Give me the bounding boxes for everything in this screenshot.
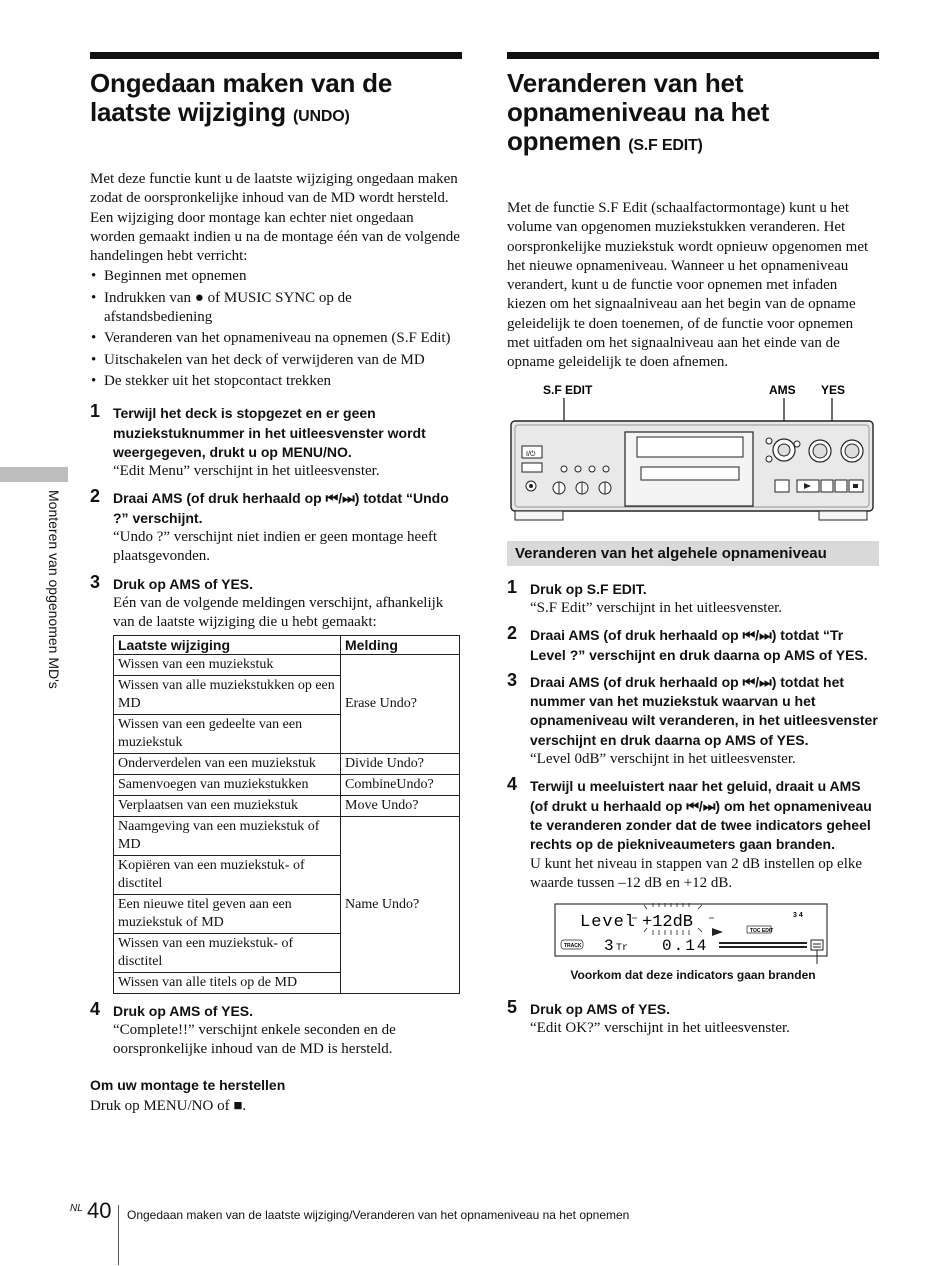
- undo-title-text: Ongedaan maken van de laatste wijziging: [90, 68, 393, 127]
- step-number: 5: [507, 997, 518, 1018]
- right-column: [507, 52, 879, 1039]
- step-number: 1: [507, 576, 518, 597]
- bullet-item: • De stekker uit het stopcontact trekken: [90, 372, 462, 391]
- undo-step-4: [90, 998, 462, 1060]
- display-level-text: Level: [580, 913, 637, 933]
- sfedit-title: [507, 69, 879, 160]
- step-instruction: Druk op S.F EDIT.: [530, 580, 647, 597]
- display-caption: Voorkom dat deze indicators gaan branden: [570, 968, 816, 983]
- sfedit-step-1: [507, 576, 879, 619]
- table-row: [114, 753, 460, 774]
- table-cell: Samenvoegen van muziekstukken: [114, 774, 341, 795]
- undo-bullet-list: [90, 267, 462, 391]
- display-34: 3 4: [793, 912, 803, 920]
- table-cell: Wissen van een muziekstuk- of disctitel: [114, 933, 341, 972]
- step-number: 2: [507, 623, 518, 644]
- sfedit-title-line: opnameniveau na het: [507, 97, 770, 127]
- sfedit-intro: Met de functie S.F Edit (schaalfactormontage) kunt u het volume van opgenomen muziekstukken veranderen. Het oorspronkelijke muziekstuk wordt opnieuw opgenomen met het nieuwe opnameniveau. Wanneer u het opnameniveau verandert, kunt u de functie voor opnemen met infaden kiezen om het signaalniveau aan het begin van de opname geleidelijk te doen toenemen, of de functie voor opnemen met uitfaden om het signaalniveau aan het einde van de opname geleidelijk te doen afnemen.: [507, 200, 869, 371]
- bullet-item: • Indrukken van ● of MUSIC SYNC op de afstandsbediening: [90, 289, 462, 328]
- step-instruction: Terwijl u meeluistert naar het geluid, draait u AMS (of drukt u herhaald op ⏮/⏭) om het opnameniveau te veranderen zonder dat de twee indicators geheel rechts op de piekniveaumeters gaan branden.: [530, 778, 872, 853]
- peak-indicator-box: [811, 940, 823, 950]
- table-cell: Kopiëren van een muziekstuk- of disctitel: [114, 855, 341, 894]
- restore-text: Druk op MENU/NO of ■.: [90, 1098, 247, 1115]
- footer-divider: [118, 1205, 119, 1265]
- step-instruction: Draai AMS (of druk herhaald op ⏮/⏭) totdat “Undo ?” verschijnt.: [113, 490, 449, 526]
- section-rule: [507, 52, 879, 59]
- step-result: “Level 0dB” verschijnt in het uitleesvenster.: [530, 751, 796, 768]
- table-cell: Wissen van een gedeelte van een muziekstuk: [114, 714, 341, 753]
- step-result: “Edit Menu” verschijnt in het uitleesvenster.: [113, 463, 380, 480]
- table-row: [114, 795, 460, 816]
- ams-label: AMS: [769, 382, 796, 397]
- footer-running-title: Ongedaan maken van de laatste wijziging/Veranderen van het opnameniveau na het opnemen: [127, 1208, 630, 1222]
- sfedit-title-line: Veranderen van het: [507, 68, 744, 98]
- step-result: Eén van de volgende meldingen verschijnt, afhankelijk van de laatste wijziging die u hebt gemaakt:: [113, 594, 444, 631]
- table-row: [114, 654, 460, 675]
- table-cell: Wissen van alle titels op de MD: [114, 972, 341, 993]
- step-instruction: Terwijl het deck is stopgezet en er geen muziekstuknummer in het uitleesvenster wordt weergegeven, drukt u op MENU/NO.: [113, 405, 426, 460]
- step-number: 3: [90, 571, 101, 592]
- bullet-item: • Uitschakelen van het deck of verwijderen van de MD: [90, 351, 462, 370]
- display-track-label: TRACK: [564, 943, 582, 950]
- table-cell-message: Erase Undo?: [341, 654, 460, 753]
- display-level-value: +12dB: [642, 913, 694, 933]
- table-cell: Onderverdelen van een muziekstuk: [114, 753, 341, 774]
- bullet-item: • Veranderen van het opnameniveau na opnemen (S.F Edit): [90, 329, 462, 348]
- undo-title: [90, 69, 462, 131]
- restore-heading: Om uw montage te herstellen: [90, 1077, 286, 1094]
- left-column: [90, 52, 462, 1117]
- sfedit-title-line: opnemen: [507, 126, 622, 156]
- step-instruction: Druk op AMS of YES.: [530, 1001, 671, 1018]
- display-track-number: 3: [604, 937, 614, 956]
- sfedit-step-2: [507, 623, 879, 665]
- table-cell: Naamgeving van een muziekstuk of MD: [114, 816, 341, 855]
- table-cell-message: CombineUndo?: [341, 774, 460, 795]
- section-heading-box: Veranderen van het algehele opnameniveau: [507, 541, 879, 566]
- display-time: 0.14: [662, 937, 709, 956]
- undo-step-1: [90, 401, 462, 481]
- step-number: 4: [507, 774, 518, 795]
- table-cell-message: Move Undo?: [341, 795, 460, 816]
- sf-edit-label: S.F EDIT: [543, 382, 593, 397]
- page-number: 40: [87, 1198, 112, 1223]
- sidebar-tab-marker: [0, 467, 68, 482]
- display-track-unit: Tr: [616, 943, 629, 955]
- sfedit-step-5: [507, 997, 879, 1039]
- step-result: “Undo ?” verschijnt niet indien er geen montage heeft plaatsgevonden.: [113, 529, 438, 565]
- table-cell: Wissen van alle muziekstukken op een MD: [114, 675, 341, 714]
- table-header: Laatste wijziging: [114, 635, 341, 654]
- footer-language: NL: [70, 1203, 83, 1214]
- level-display-figure: [507, 902, 879, 970]
- table-cell: Wissen van een muziekstuk: [114, 654, 341, 675]
- section-rule: [90, 52, 462, 59]
- table-row: [114, 816, 460, 855]
- undo-step-3: [90, 571, 462, 994]
- step-number: 1: [90, 401, 101, 422]
- step-instruction: Druk op AMS of YES.: [113, 575, 254, 592]
- step-result: “Edit OK?” verschijnt in het uitleesvenster.: [530, 1020, 790, 1037]
- undo-step-2: [90, 486, 462, 566]
- step-result: “Complete!!” verschijnt enkele seconden en de oorspronkelijke inhoud van de MD is hersteld.: [113, 1021, 396, 1058]
- step-instruction: Draai AMS (of druk herhaald op ⏮/⏭) totdat “Tr Level ?” verschijnt en druk daarna op AMS of YES.: [530, 627, 868, 663]
- deck-front-panel-figure: [507, 381, 879, 531]
- table-cell-message: Divide Undo?: [341, 753, 460, 774]
- sidebar-section-label: Monteren van opgenomen MD's: [46, 490, 62, 689]
- undo-intro: Met deze functie kunt u de laatste wijziging ongedaan maken zodat de oorspronkelijke inhoud van de MD wordt hersteld. Een wijziging door montage kan echter niet ongedaan worden gemaakt indien u na de montage één van de volgende handelingen hebt verricht:: [90, 171, 460, 265]
- table-cell: Verplaatsen van een muziekstuk: [114, 795, 341, 816]
- svg-text:I/⏻: I/⏻: [526, 450, 536, 458]
- sfedit-step-3: [507, 669, 879, 769]
- step-result: “S.F Edit” verschijnt in het uitleesvenster.: [530, 599, 783, 616]
- step-number: 3: [507, 669, 518, 690]
- table-row: [114, 774, 460, 795]
- step-instruction: Draai AMS (of druk herhaald op ⏮/⏭) totdat het nummer van het muziekstuk waarvan u het opnameniveau wilt veranderen, in het uitleesvenster verschijnt en druk daarna op AMS of YES.: [530, 673, 878, 748]
- undo-messages-table: [113, 635, 460, 994]
- sfedit-title-tag: (S.F EDIT): [628, 137, 703, 154]
- yes-label: YES: [821, 382, 846, 397]
- step-number: 4: [90, 998, 101, 1019]
- table-cell: Een nieuwe titel geven aan een muziekstuk of MD: [114, 894, 341, 933]
- bullet-item: • Beginnen met opnemen: [90, 267, 462, 286]
- undo-title-tag: (UNDO): [293, 108, 350, 125]
- sfedit-step-4: [507, 774, 879, 893]
- table-cell-message: Name Undo?: [341, 816, 460, 993]
- step-number: 2: [90, 486, 101, 507]
- display-toc-edit: TOC EDIT: [750, 928, 774, 935]
- table-header: Melding: [341, 635, 460, 654]
- step-instruction: Druk op AMS of YES.: [113, 1002, 254, 1019]
- step-result: U kunt het niveau in stappen van 2 dB instellen op elke waarde tussen –12 dB en +12 dB.: [530, 855, 863, 891]
